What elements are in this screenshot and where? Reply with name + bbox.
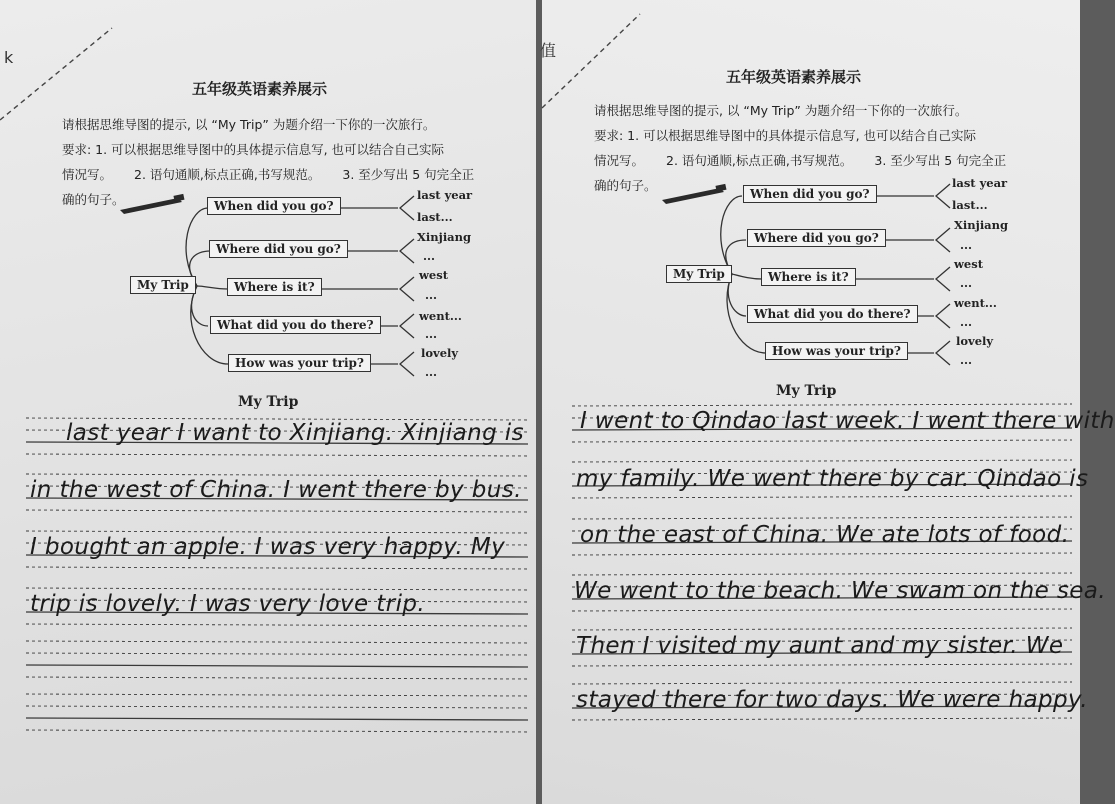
instruction-line: 3. 至少写出 5 句完全正 [342,167,475,182]
handwriting-line: I bought an apple. I was very happy. My [30,534,506,560]
staff-line [572,628,1072,630]
hint: went... [419,309,462,323]
hint: ... [423,249,436,263]
staff-line [572,496,1072,498]
handwriting-line: on the east of China. We ate lots of food. [580,522,1070,548]
handwriting-line: trip is lovely. I was very love trip. [30,591,426,617]
left-worksheet [0,0,536,804]
staff-line [26,706,528,708]
handwriting-line: I went to Qindao last week. I went there with [580,408,1115,434]
handwriting-line: in the west of China. I went there by bus. [30,477,522,503]
staff-line [26,641,528,643]
instruction-line: 请根据思维导图的提示, 以 “My Trip” 为题介绍一下你的一次旅行。 [62,117,436,132]
staff-line [26,588,528,590]
instruction-line: 2. 语句通顺,标点正确,书写规范。 [666,153,853,168]
staff-line [26,567,528,569]
hint: Xinjiang [954,218,1009,232]
question-how: How was your trip? [228,354,371,372]
handwriting-line: stayed there for two days. We were happy. [576,687,1088,713]
staff-line [26,531,528,533]
question-where: Where did you go? [209,240,348,258]
hint: ... [425,365,438,379]
hint: ... [425,288,438,302]
staff-line [26,624,528,626]
staff-line [572,440,1072,442]
essay-title: My Trip [238,394,299,410]
question-what: What did you do there? [210,316,381,334]
handwriting-line: last year I want to Xinjiang. Xinjiang is [66,420,524,446]
staff-line [26,474,528,476]
staff-line [572,573,1072,575]
question-where: Where did you go? [747,229,886,247]
staff-line [26,718,528,720]
instruction-line: 确的句子。 [62,192,125,207]
handwriting-line: Then I visited my aunt and my sister. We [576,633,1064,659]
edge-glyph: k [4,48,14,67]
hint: ... [960,315,973,329]
staff-line [26,677,528,679]
question-when: When did you go? [743,185,877,203]
mind-map-center: My Trip [130,276,196,294]
writing-lines [0,0,536,804]
worksheet-title: 五年级英语素养展示 [726,68,862,86]
instruction-line: 3. 至少写出 5 句完全正 [874,153,1007,168]
hint: ... [425,327,438,341]
staff-line [26,454,528,456]
writing-lines [542,0,1080,804]
staff-line [572,517,1072,519]
hint: last year [417,188,473,202]
instruction-line: 情况写。 [594,153,645,168]
hint: Xinjiang [417,230,472,244]
instruction-line: 要求: 1. 可以根据思维导图中的具体提示信息写, 也可以结合自己实际 [594,128,977,143]
worksheet-title: 五年级英语素养展示 [192,80,328,98]
instruction-line: 情况写。 [62,167,113,182]
hint: last... [417,210,453,224]
mind-map-center: My Trip [666,265,732,283]
hint: ... [960,276,973,290]
instruction-line: 确的句子。 [594,178,657,193]
question-when: When did you go? [207,197,341,215]
question-where-is-it: Where is it? [761,268,856,286]
handwriting-line: We went to the beach. We swam on the sea. [574,578,1106,604]
hint: ... [960,238,973,252]
staff-line [572,460,1072,462]
staff-line [572,553,1072,555]
staff-line [572,404,1072,406]
staff-line [572,718,1072,720]
instruction-line: 要求: 1. 可以根据思维导图中的具体提示信息写, 也可以结合自己实际 [62,142,445,157]
staff-line [26,665,528,667]
staff-line [26,694,528,696]
staff-line [26,730,528,732]
staff-line [572,682,1072,684]
hint: last... [952,198,988,212]
staff-line [26,510,528,512]
instruction-line: 2. 语句通顺,标点正确,书写规范。 [134,167,321,182]
hint: west [954,257,984,271]
hint: west [419,268,449,282]
question-how: How was your trip? [765,342,908,360]
handwriting-line: my family. We went there by car. Qindao is [576,466,1089,492]
hint: lovely [956,334,994,348]
hint: lovely [421,346,459,360]
hint: went... [954,296,997,310]
essay-title: My Trip [776,383,837,399]
staff-line [572,609,1072,611]
question-where-is-it: Where is it? [227,278,322,296]
instruction-line: 请根据思维导图的提示, 以 “My Trip” 为题介绍一下你的一次旅行。 [594,103,968,118]
staff-line [572,664,1072,666]
staff-line [26,653,528,655]
question-what: What did you do there? [747,305,918,323]
right-worksheet [540,0,1115,804]
hint: last year [952,176,1008,190]
edge-glyph: 值 [540,41,557,60]
hint: ... [960,353,973,367]
